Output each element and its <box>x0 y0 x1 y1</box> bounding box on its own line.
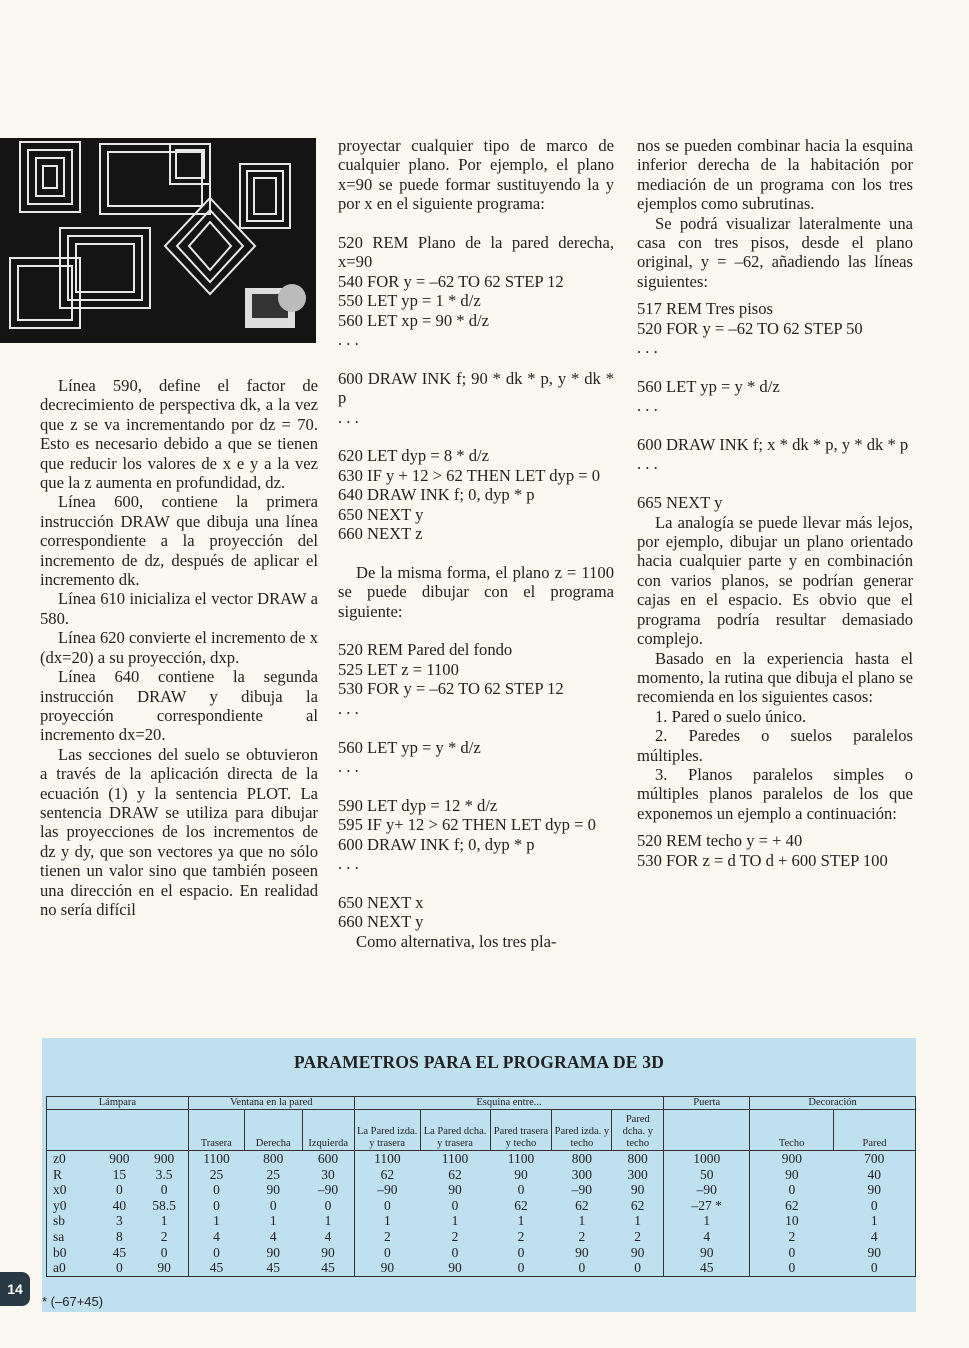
table-cell: 90 <box>514 1166 528 1182</box>
code-block <box>338 796 614 854</box>
table-cell: 0 <box>451 1244 459 1260</box>
table-row <box>47 1198 916 1214</box>
table-cell: 0 <box>384 1197 391 1213</box>
table-cell: –90 <box>377 1182 398 1198</box>
code-line: 600 DRAW INK f; x * dk * p, y * dk * p <box>637 435 909 455</box>
row-label: sa <box>47 1229 99 1245</box>
table-cell: 45 <box>244 1260 302 1276</box>
table-cell: 4 <box>664 1229 750 1245</box>
table-cell: 2 <box>578 1228 586 1244</box>
table-cell: 0 <box>213 1182 220 1198</box>
table-cell: 90 <box>785 1166 799 1182</box>
table-cell: 2 <box>612 1229 664 1245</box>
table-cell: 0 <box>834 1260 916 1276</box>
row-label: y0 <box>47 1198 99 1214</box>
table-cell: 4 <box>213 1228 220 1244</box>
table-cell: 0 <box>788 1182 796 1198</box>
table-cell: 62 <box>612 1198 664 1214</box>
code-line: 560 LET xp = 90 * d/z <box>338 310 490 330</box>
table-row <box>47 1213 916 1229</box>
table-cell: 0 <box>269 1197 277 1213</box>
table-cell: 3.5 <box>140 1167 188 1183</box>
code-line: 520 REM techo y = + 40 <box>637 831 803 851</box>
header-cell: Derecha <box>244 1110 302 1151</box>
table-cell: 0 <box>750 1260 834 1276</box>
table-cell: 1 <box>451 1213 459 1229</box>
code-line: 517 REM Tres pisos <box>637 299 774 319</box>
header-cell: Trasera <box>188 1110 244 1151</box>
paragraph: Línea 640 contiene la segunda instrucción DRAW y dibuja la proyección correspondiente al incremento dx=20. <box>40 667 318 745</box>
table-cell: 90 <box>302 1245 354 1261</box>
paragraph: Línea 590, define el factor de decrecimiento de perspectiva dk, a la vez que z se va incrementando por dz = 70. Esto es necesario debido a que se tienen que reducir los valores de x e y a la vez que la z aumenta en profundidad, dz. <box>40 376 318 493</box>
code-line: 600 DRAW INK f; 0, dyp * p <box>338 834 535 854</box>
code-line: 660 NEXT z <box>338 524 423 544</box>
paragraph: Línea 620 convierte el incremento de x (dx=20) a su proyección, dxp. <box>40 628 318 667</box>
table-row <box>47 1151 916 1167</box>
code-block <box>637 493 913 512</box>
paragraph: De la misma forma, el plano z = 1100 se puede dibujar con el programa siguiente: <box>338 562 614 621</box>
table-cell: 300 <box>571 1166 592 1182</box>
ellipsis: . . . <box>338 407 359 427</box>
table-cell: 300 <box>612 1167 664 1183</box>
table-cell: 40 <box>112 1197 127 1213</box>
code-line: 520 REM Plano de la pared derecha, x=90 <box>338 233 614 272</box>
table-row <box>47 1245 916 1261</box>
code-block <box>338 738 614 757</box>
list-item: 3. Planos paralelos simples o múltiples planos paralelos de los que exponemos un ejemplo a continuación: <box>637 764 913 823</box>
header-cell: La Pared dcha. y trasera <box>420 1110 490 1151</box>
table-cell: 1 <box>664 1213 750 1229</box>
table-cell: 15 <box>112 1166 127 1182</box>
paragraph: Línea 600, contiene la primera instrucción DRAW que dibuja una línea correspondiente a la proyección del incremento de dz, después de aplicar el incremento dk. <box>40 492 318 590</box>
table-cell: 1 <box>302 1213 354 1229</box>
code-block <box>338 893 614 932</box>
group-ventana: Ventana en la pared <box>188 1097 354 1110</box>
code-line: 525 LET z = 1100 <box>338 659 459 679</box>
table-cell: 90 <box>664 1245 750 1261</box>
code-line: 520 REM Pared del fondo <box>338 640 513 660</box>
table-cell: 40 <box>834 1167 916 1183</box>
code-line: 590 LET dyp = 12 * d/z <box>338 795 498 815</box>
code-block <box>338 640 614 698</box>
table-cell: 50 <box>664 1167 750 1183</box>
table-cell: 2 <box>451 1228 459 1244</box>
table-cell: 0 <box>213 1244 220 1260</box>
table-cell: 0 <box>834 1198 916 1214</box>
table-cell: 58.5 <box>140 1198 188 1214</box>
table-cell: 900 <box>781 1151 802 1166</box>
table-cell: 900 <box>140 1151 188 1167</box>
paragraph: Las secciones del suelo se obtuvieron a través de la aplicación directa de la ecuación (1) y la sentencia PLOT. La sentencia DRAW se utiliza para dibujar las proyecciones de los incrementos de dz y dy, que son vectores ya que no sólo tienen un valor sino que también poseen una dirección en el espacio. En realidad no sería difícil <box>40 744 318 919</box>
table-cell: 90 <box>266 1244 280 1260</box>
table-cell: 1100 <box>507 1151 535 1166</box>
table-cell: 900 <box>109 1151 130 1166</box>
illustration-3d-frames <box>0 138 316 343</box>
code-block <box>637 435 913 454</box>
code-line: 530 FOR z = d TO d + 600 STEP 100 <box>637 850 888 870</box>
table-cell: 0 <box>116 1182 123 1198</box>
row-label: x0 <box>47 1182 99 1198</box>
table-cell: 1 <box>517 1213 525 1229</box>
ellipsis: . . . <box>338 330 359 350</box>
table-cell: 62 <box>575 1197 589 1213</box>
table-cell: 10 <box>785 1213 799 1229</box>
table-body <box>47 1151 916 1277</box>
ellipsis: . . . <box>338 698 359 718</box>
table-title: PARAMETROS PARA EL PROGRAMA DE 3D <box>293 1052 665 1072</box>
table-cell: 1 <box>269 1213 277 1229</box>
table-cell: 2 <box>788 1228 796 1244</box>
table-cell: 3 <box>116 1213 123 1229</box>
table-cell: 90 <box>448 1182 462 1198</box>
table-cell: 1000 <box>664 1151 750 1167</box>
table-cell: –27 * <box>664 1198 750 1214</box>
parameters-table-panel <box>42 1038 916 1312</box>
table-cell: 2 <box>517 1228 525 1244</box>
table-cell: 1 <box>834 1213 916 1229</box>
page-number: 14 <box>0 1272 30 1306</box>
table-cell: 25 <box>209 1166 224 1182</box>
table-cell: 0 <box>517 1244 525 1260</box>
code-line: 650 NEXT x <box>338 892 424 912</box>
table-cell: 800 <box>263 1151 284 1166</box>
row-label: sb <box>47 1213 99 1229</box>
code-line: 620 LET dyp = 8 * d/z <box>338 446 490 466</box>
table-cell: 600 <box>302 1151 354 1167</box>
table-cell: 1 <box>578 1213 586 1229</box>
table-cell: 0 <box>213 1197 220 1213</box>
table-cell: 62 <box>448 1166 462 1182</box>
code-line: 640 DRAW INK f; 0, dyp * p <box>338 485 535 505</box>
paragraph: Como alternativa, los tres pla- <box>356 931 557 951</box>
table-cell: 1 <box>612 1213 664 1229</box>
row-label: R <box>47 1167 99 1183</box>
text-column-1 <box>40 376 318 919</box>
header-cell: Pared <box>834 1110 916 1151</box>
table-cell: 0 <box>140 1182 188 1198</box>
table-cell: 62 <box>380 1166 395 1182</box>
table-cell: 25 <box>266 1166 280 1182</box>
table-cell: 45 <box>302 1260 354 1276</box>
header-cell: Techo <box>750 1110 834 1151</box>
table-cell: 90 <box>612 1245 664 1261</box>
code-block <box>338 233 614 330</box>
code-block <box>637 377 913 396</box>
table-cell: 90 <box>140 1260 188 1276</box>
table-cell: 90 <box>834 1245 916 1261</box>
code-line: 520 FOR y = –62 TO 62 STEP 50 <box>637 318 863 338</box>
table-cell: 1100 <box>441 1151 469 1166</box>
list-item: 2. Paredes o suelos paralelos múltiples. <box>637 726 913 765</box>
code-block <box>637 299 913 338</box>
table-cell: 800 <box>612 1151 664 1167</box>
table-cell: 1 <box>213 1213 220 1229</box>
table-cell: 0 <box>788 1244 796 1260</box>
table-row <box>47 1182 916 1198</box>
table-cell: 90 <box>420 1260 490 1276</box>
code-block <box>637 831 913 870</box>
row-label: a0 <box>47 1260 99 1276</box>
table-cell: 2 <box>384 1228 391 1244</box>
table-cell: 0 <box>140 1245 188 1261</box>
table-cell: 90 <box>266 1182 280 1198</box>
table-cell: 0 <box>302 1198 354 1214</box>
code-block <box>338 369 614 408</box>
code-line: 550 LET yp = 1 * d/z <box>338 291 481 311</box>
paragraph: La analogía se puede llevar más lejos, por ejemplo, dibujar un plano orientado hacia cualquier parte y en combinación con varios planos, se podrían generar cajas en el espacio. Es obvio que el programa podría resultar demasiado complejo. <box>637 512 913 649</box>
parameters-table <box>46 1096 916 1277</box>
header-cell: Pared izda. y techo <box>552 1110 612 1151</box>
code-line: 650 NEXT y <box>338 504 424 524</box>
table-cell: 30 <box>302 1167 354 1183</box>
code-line: 560 LET yp = y * d/z <box>338 737 481 757</box>
table-cell: 700 <box>834 1151 916 1167</box>
table-cell: 62 <box>514 1197 528 1213</box>
row-label: b0 <box>47 1245 99 1261</box>
paragraph: Basado en la experiencia hasta el momento, la rutina que dibuja el plano se recomienda en los siguientes casos: <box>637 648 913 707</box>
code-block <box>338 446 614 543</box>
table-cell: 90 <box>575 1244 589 1260</box>
table-cell: 4 <box>302 1229 354 1245</box>
header-cell: La Pared izda. y trasera <box>354 1110 420 1151</box>
table-cell: 0 <box>552 1260 612 1276</box>
text-column-3 <box>637 136 913 870</box>
list-item: 1. Pared o suelo único. <box>655 706 807 726</box>
table-cell: 1100 <box>374 1151 401 1166</box>
paragraph: proyectar cualquier tipo de marco de cualquier plano. Por ejemplo, el plano x=90 se puede formar sustituyendo la y por x en el siguiente programa: <box>338 136 614 214</box>
table-cell: 0 <box>384 1244 391 1260</box>
ellipsis: . . . <box>637 338 658 358</box>
table-cell: 0 <box>451 1197 459 1213</box>
table-cell: 4 <box>269 1228 277 1244</box>
row-label: z0 <box>47 1151 99 1167</box>
table-cell: 1 <box>384 1213 391 1229</box>
ellipsis: . . . <box>338 756 359 776</box>
table-cell: 62 <box>785 1197 799 1213</box>
table-cell: 0 <box>517 1182 525 1198</box>
table-row <box>47 1167 916 1183</box>
table-cell: –90 <box>302 1182 354 1198</box>
code-line: 665 NEXT y <box>637 493 723 513</box>
header-cell: Pared dcha. y techo <box>612 1110 664 1151</box>
ellipsis: . . . <box>637 454 658 474</box>
table-cell: 8 <box>116 1228 123 1244</box>
table-cell: 45 <box>664 1260 750 1276</box>
paragraph: nos se pueden combinar hacia la esquina inferior derecha de la habitación por mediación de un programa con los tres ejemplos como subrutinas. <box>637 136 913 214</box>
table-footnote: * (–67+45) <box>42 1294 104 1309</box>
table-cell: 1100 <box>203 1151 230 1166</box>
table-cell: 4 <box>834 1229 916 1245</box>
table-cell: 0 <box>490 1260 552 1276</box>
code-line: 560 LET yp = y * d/z <box>637 376 780 396</box>
ellipsis: . . . <box>338 853 359 873</box>
ellipsis: . . . <box>637 396 658 416</box>
table-cell: 2 <box>140 1229 188 1245</box>
table-cell: 45 <box>112 1244 127 1260</box>
code-line: 630 IF y + 12 > 62 THEN LET dyp = 0 <box>338 465 601 485</box>
group-lampara: Lámpara <box>47 1097 189 1110</box>
table-cell: 90 <box>834 1182 916 1198</box>
group-esquina: Esquina entre... <box>354 1097 664 1110</box>
group-decoracion: Decoración <box>750 1097 916 1110</box>
text-column-2 <box>338 136 614 951</box>
header-cell: Izquierda <box>302 1110 354 1151</box>
table-row <box>47 1260 916 1276</box>
paragraph: Línea 610 inicializa el vector DRAW a 580. <box>40 589 318 628</box>
table-row <box>47 1229 916 1245</box>
table-cell: 800 <box>571 1151 592 1166</box>
paragraph: Se podrá visualizar lateralmente una casa con tres pisos, desde el plano original, y = –62, añadiendo las líneas siguientes: <box>637 213 913 291</box>
table-cell: 45 <box>188 1260 244 1276</box>
table-cell: –90 <box>664 1182 750 1198</box>
code-line: 540 FOR y = –62 TO 62 STEP 12 <box>338 271 564 291</box>
group-puerta: Puerta <box>664 1097 750 1110</box>
table-cell: 0 <box>612 1260 664 1276</box>
code-line: 595 IF y+ 12 > 62 THEN LET dyp = 0 <box>338 815 596 835</box>
table-cell: 0 <box>98 1260 140 1276</box>
table-cell: 90 <box>354 1260 420 1276</box>
table-cell: 90 <box>612 1182 664 1198</box>
code-line: 530 FOR y = –62 TO 62 STEP 12 <box>338 679 564 699</box>
header-cell: Pared trasera y techo <box>490 1110 552 1151</box>
header-cell <box>664 1110 750 1151</box>
code-line: 600 DRAW INK f; 90 * dk * p, y * dk * p <box>338 368 614 408</box>
header-cell <box>47 1110 189 1151</box>
table-cell: –90 <box>571 1182 592 1198</box>
table-cell: 1 <box>140 1213 188 1229</box>
code-line: 660 NEXT y <box>338 912 424 932</box>
